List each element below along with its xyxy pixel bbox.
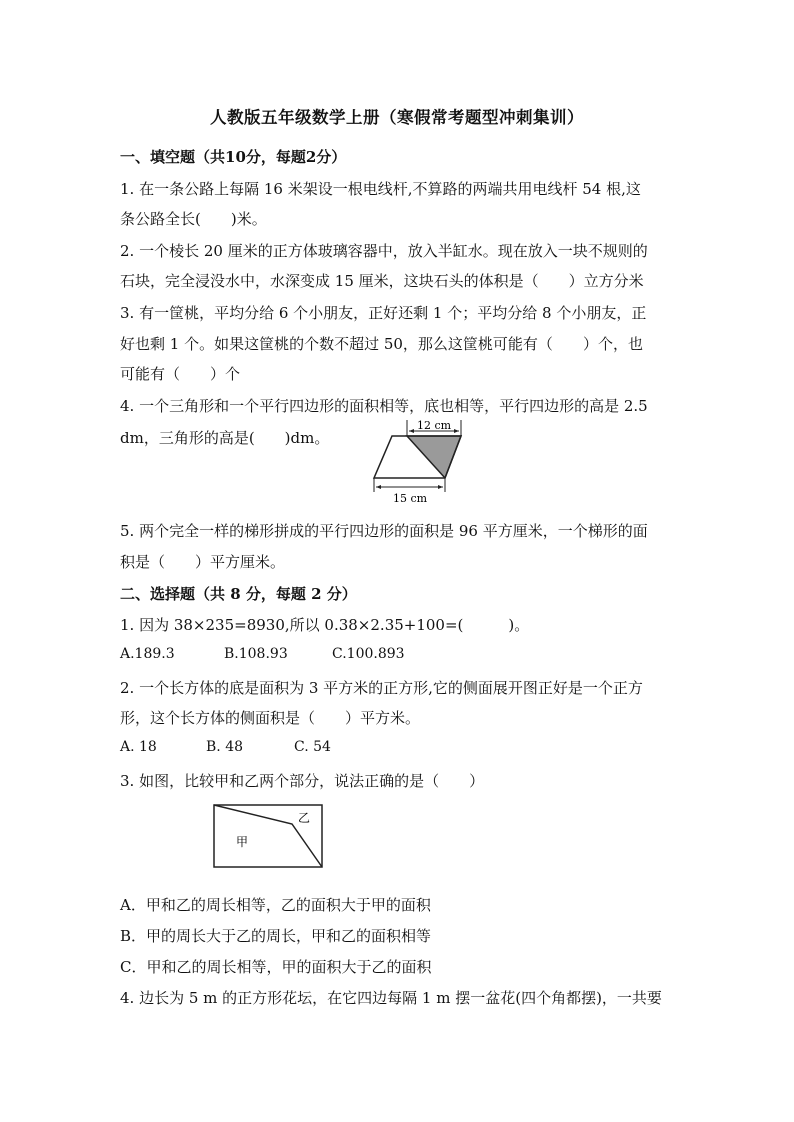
question-line: 2. 一个长方体的底是面积为 3 平方米的正方形,它的侧面展开图正好是一个正方: [120, 679, 643, 697]
answer-options: [120, 739, 331, 755]
rectangle-split-figure: [212, 804, 324, 870]
question-line: 4. 一个三角形和一个平行四边形的面积相等，底也相等，平行四边形的高是 2.5: [120, 397, 648, 415]
top-dimension-label: 12 cm: [416, 419, 452, 432]
question-line: dm，三角形的高是( )dm。: [120, 429, 330, 447]
option-line: A．甲和乙的周长相等，乙的面积大于甲的面积: [120, 896, 431, 914]
region-jia-label: 甲: [236, 835, 249, 849]
option-c: C. 54: [294, 739, 331, 755]
answer-options: [120, 646, 405, 662]
question-line: 形，这个长方体的侧面积是（ ）平方米。: [120, 709, 421, 727]
question-line: 4. 边长为 5 m 的正方形花坛，在它四边每隔 1 m 摆一盆花(四个角都摆)，一共要: [120, 989, 662, 1007]
question-line: 条公路全长( )米。: [120, 210, 267, 228]
question-line: 好也剩 1 个。如果这筐桃的个数不超过 50，那么这筐桃可能有（ ）个，也: [120, 335, 643, 353]
question-line: 2. 一个棱长 20 厘米的正方体玻璃容器中，放入半缸水。现在放入一块不规则的: [120, 242, 648, 260]
option-c: C.100.893: [332, 646, 405, 662]
option-b: B. 48: [206, 739, 244, 755]
region-yi-label: 乙: [298, 811, 311, 825]
option-b: B.108.93: [224, 646, 288, 662]
bottom-dimension-label: 15 cm: [392, 492, 428, 505]
option-line: C．甲和乙的周长相等，甲的面积大于乙的面积: [120, 958, 432, 976]
question-line: 3. 有一筐桃，平均分给 6 个小朋友，正好还剩 1 个；平均分给 8 个小朋友，正: [120, 304, 647, 322]
question-line: 石块，完全浸没水中，水深变成 15 厘米，这块石头的体积是（ ）立方分米: [120, 272, 644, 290]
question-line: 积是（ ）平方厘米。: [120, 553, 286, 571]
option-a: A. 18: [120, 739, 157, 755]
parallelogram-triangle-figure: [366, 418, 476, 506]
option-line: B．甲的周长大于乙的周长，甲和乙的面积相等: [120, 927, 432, 945]
question-line: 5. 两个完全一样的梯形拼成的平行四边形的面积是 96 平方厘米，一个梯形的面: [120, 522, 648, 540]
page-title: 人教版五年级数学上册（寒假常考题型冲刺集训）: [210, 108, 584, 127]
question-line: 1. 在一条公路上每隔 16 米架设一根电线杆,不算路的两端共用电线杆 54 根,这: [120, 180, 641, 198]
question-line: 1. 因为 38×235=8930,所以 0.38×2.35+100=( )。: [120, 616, 530, 634]
section-heading-multiple-choice: 二、选择题（共 8 分，每题 2 分）: [120, 585, 357, 603]
question-line: 3. 如图，比较甲和乙两个部分，说法正确的是（ ）: [120, 772, 485, 790]
option-a: A.189.3: [120, 646, 175, 662]
question-line: 可能有（ ）个: [120, 365, 241, 383]
section-heading-fill-blank: 一、填空题（共10分，每题2分）: [120, 148, 347, 166]
